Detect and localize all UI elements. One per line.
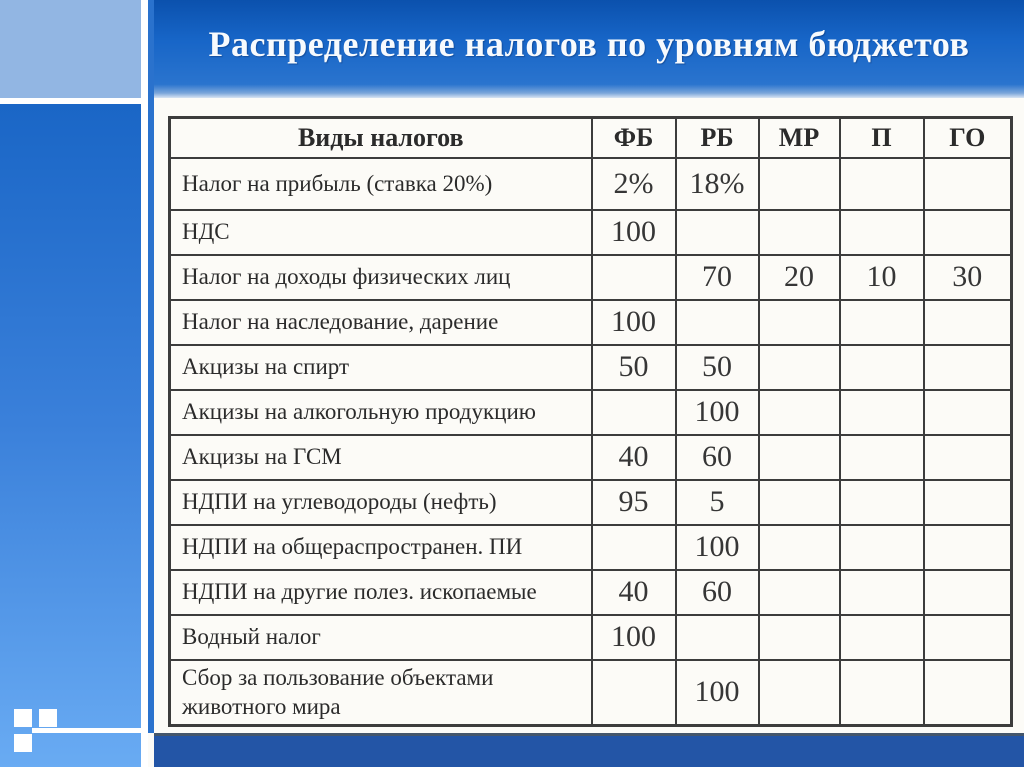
tax-value-cell: [592, 255, 676, 300]
table-row: [170, 660, 1012, 726]
table-row: [170, 390, 1012, 435]
tax-value-cell: [676, 615, 759, 660]
table-row: [170, 435, 1012, 480]
col-header-tax-types: Виды налогов: [170, 118, 592, 158]
tax-value-cell: 20: [759, 255, 840, 300]
decor-square-icon: [14, 734, 32, 752]
tax-value-cell: 18%: [676, 158, 759, 210]
tax-value-cell: [924, 435, 1012, 480]
tax-value-cell: [759, 390, 840, 435]
col-header-budget-level: П: [840, 118, 924, 158]
table-row: [170, 480, 1012, 525]
tax-value-cell: [924, 480, 1012, 525]
tax-value-cell: [676, 210, 759, 255]
tax-value-cell: [924, 660, 1012, 726]
tax-value-cell: 95: [592, 480, 676, 525]
tax-value-cell: [924, 525, 1012, 570]
tax-value-cell: 40: [592, 570, 676, 615]
bottom-bar: [154, 733, 1024, 767]
tax-value-cell: 50: [676, 345, 759, 390]
decor-square-icon: [14, 709, 32, 727]
table-row: [170, 158, 1012, 210]
tax-value-cell: 100: [676, 660, 759, 726]
tax-value-cell: [924, 570, 1012, 615]
tax-value-cell: [759, 525, 840, 570]
tax-value-cell: [759, 435, 840, 480]
table-row: [170, 300, 1012, 345]
decor-square-icon: [39, 709, 57, 727]
tax-value-cell: [592, 660, 676, 726]
tax-value-cell: [840, 615, 924, 660]
tax-value-cell: [924, 158, 1012, 210]
vertical-blue-line: [148, 0, 154, 733]
tax-type-cell: Сбор за пользование объектами животного мира: [170, 660, 592, 726]
tax-value-cell: [840, 390, 924, 435]
tax-value-cell: [924, 345, 1012, 390]
tax-value-cell: [924, 210, 1012, 255]
tax-value-cell: [840, 480, 924, 525]
tax-value-cell: 100: [592, 615, 676, 660]
tax-distribution-table: [168, 116, 1013, 727]
table-row: [170, 570, 1012, 615]
tax-value-cell: [676, 300, 759, 345]
tax-type-cell: НДС: [170, 210, 592, 255]
tax-value-cell: 100: [592, 210, 676, 255]
tax-value-cell: [759, 300, 840, 345]
tax-value-cell: [759, 158, 840, 210]
tax-value-cell: 2%: [592, 158, 676, 210]
table-row: [170, 345, 1012, 390]
tax-value-cell: 5: [676, 480, 759, 525]
col-header-budget-level: РБ: [676, 118, 759, 158]
sidebar-top-square: [0, 0, 141, 98]
tax-type-cell: Налог на доходы физических лиц: [170, 255, 592, 300]
tax-value-cell: [924, 615, 1012, 660]
table-header-row: [170, 118, 1012, 158]
tax-type-cell: НДПИ на другие полез. ископаемые: [170, 570, 592, 615]
tax-value-cell: 60: [676, 570, 759, 615]
tax-value-cell: [924, 300, 1012, 345]
table-header-row: [170, 118, 1012, 158]
vertical-white-strip: [141, 0, 148, 767]
col-header-budget-level: ФБ: [592, 118, 676, 158]
slide-title: Распределение налогов по уровням бюджетов: [208, 24, 970, 64]
tax-value-cell: [759, 480, 840, 525]
tax-value-cell: [840, 345, 924, 390]
tax-value-cell: [840, 300, 924, 345]
tax-value-cell: 70: [676, 255, 759, 300]
tax-value-cell: [759, 615, 840, 660]
table-row: [170, 255, 1012, 300]
tax-value-cell: 100: [592, 300, 676, 345]
tax-type-cell: Акцизы на ГСМ: [170, 435, 592, 480]
tax-type-cell: Акцизы на спирт: [170, 345, 592, 390]
tax-type-cell: Налог на прибыль (ставка 20%): [170, 158, 592, 210]
table-row: [170, 210, 1012, 255]
col-header-budget-level: МР: [759, 118, 840, 158]
tax-value-cell: [840, 210, 924, 255]
tax-value-cell: [759, 345, 840, 390]
tax-type-cell: Налог на наследование, дарение: [170, 300, 592, 345]
tax-value-cell: [759, 210, 840, 255]
tax-value-cell: [759, 660, 840, 726]
decor-line: [32, 728, 141, 733]
tax-value-cell: [840, 660, 924, 726]
tax-value-cell: 40: [592, 435, 676, 480]
tax-type-cell: Водный налог: [170, 615, 592, 660]
title-banner: [154, 0, 1024, 98]
tax-type-cell: Акцизы на алкогольную продукцию: [170, 390, 592, 435]
tax-value-cell: 30: [924, 255, 1012, 300]
tax-value-cell: 10: [840, 255, 924, 300]
table-body: [170, 158, 1012, 726]
tax-type-cell: НДПИ на общераспространен. ПИ: [170, 525, 592, 570]
tax-value-cell: [840, 570, 924, 615]
tax-value-cell: 50: [592, 345, 676, 390]
tax-value-cell: [924, 390, 1012, 435]
tax-value-cell: [840, 525, 924, 570]
tax-value-cell: 100: [676, 390, 759, 435]
tax-value-cell: [840, 435, 924, 480]
tax-value-cell: 100: [676, 525, 759, 570]
tax-value-cell: [592, 390, 676, 435]
table-row: [170, 615, 1012, 660]
tax-value-cell: [592, 525, 676, 570]
tax-type-cell: НДПИ на углеводороды (нефть): [170, 480, 592, 525]
tax-value-cell: 60: [676, 435, 759, 480]
table-row: [170, 525, 1012, 570]
tax-value-cell: [840, 158, 924, 210]
col-header-budget-level: ГО: [924, 118, 1012, 158]
tax-value-cell: [759, 570, 840, 615]
sidebar-gradient-panel: [0, 104, 141, 767]
